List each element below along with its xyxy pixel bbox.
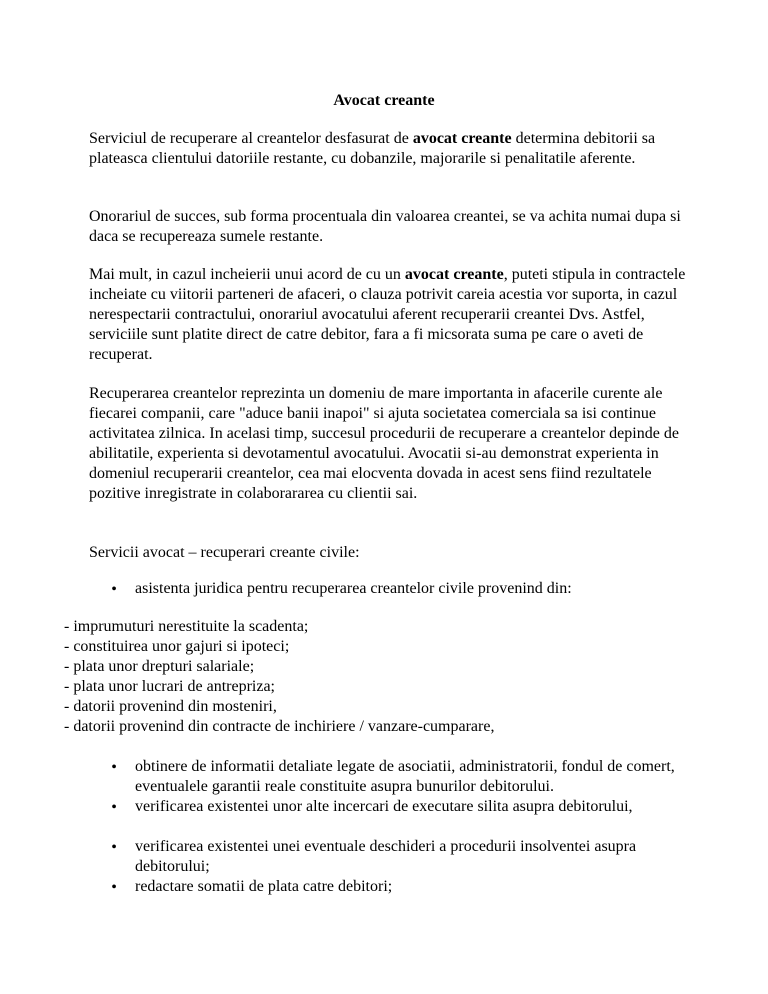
paragraph-agreement — [89, 265, 689, 365]
document-title: Avocat creante — [333, 92, 435, 109]
paragraph-importance: Recuperarea creantelor reprezinta un domeniu de mare importanta in afacerile curente ale fiecarei companii, care "aduce banii inapoi" si ajuta societatea comerciala sa isi continue activitatea zilnica. In acelasi timp, succesul procedurii de recuperare a creantelor depinde de abilitatile, experienta si devotamentul avocatului. Avocatii si-au demonstrat experienta in domeniul recuperarii creantelor, cea mai elocventa dovada in acest sens fiind rezultatele pozitive inregistrate in colaborararea cu clientii sai. — [89, 385, 679, 502]
paragraph-intro-keyword: avocat creante — [412, 130, 512, 147]
bullet-item-information: obtinere de informatii detaliate legate de asociatii, administratorii, fondul de comert, eventualele garantii reale constituite asupra bunurilor debitorului. — [135, 758, 675, 795]
bullet-item-insolvency-check: verificarea existentei unei eventuale deschideri a procedurii insolventei asupra debitorului; — [135, 838, 637, 875]
bullet-marker: • — [111, 581, 117, 598]
paragraph-intro-text-end: determina debitorii sa plateasca clientului datoriile restante, cu dobanzile, majorarile si penalitatile aferente. — [89, 130, 656, 167]
dash-list-item: - datorii provenind din contracte de inchiriere / vanzare-cumparare, — [64, 718, 495, 735]
dash-list-item: - imprumuturi nerestituite la scadenta; — [64, 618, 309, 635]
dash-list-item: - plata unor lucrari de antrepriza; — [64, 678, 275, 695]
bullet-item-enforcement-check: verificarea existentei unor alte incercari de executare silita asupra debitorului, — [135, 798, 633, 815]
paragraph-services-heading: Servicii avocat – recuperari creante civile: — [89, 544, 360, 561]
bullet-marker: • — [111, 759, 117, 776]
paragraph-intro — [89, 129, 689, 169]
paragraph-intro-text: Serviciul de recuperare al creantelor desfasurat de — [89, 130, 413, 147]
dash-list-item: - constituirea unor gajuri si ipoteci; — [64, 638, 290, 655]
paragraph-agreement-keyword: avocat creante — [404, 266, 504, 283]
dash-list-item: - plata unor drepturi salariale; — [64, 658, 255, 675]
bullet-marker: • — [111, 879, 117, 896]
bullet-marker: • — [111, 839, 117, 856]
dash-list — [64, 617, 724, 737]
dash-list-item: - datorii provenind din mosteniri, — [64, 698, 277, 715]
paragraph-agreement-text: Mai mult, in cazul incheierii unui acord de cu un — [89, 266, 405, 283]
bullet-item-payment-notice: redactare somatii de plata catre debitori; — [135, 878, 393, 895]
bullet-item-legal-assistance: asistenta juridica pentru recuperarea creantelor civile provenind din: — [135, 580, 572, 597]
paragraph-agreement-text-end: , puteti stipula in contractele incheiate cu viitorii parteneri de afaceri, o clauza potrivit careia acestia vor suporta, in cazul nerespectarii contractului, onorariul avocatului aferent recuperarii creantei Dvs. Astfel, serviciile sunt platite direct de catre debitor, fara a fi micsorata suma pe care o aveti de recuperat. — [89, 266, 686, 363]
bullet-marker: • — [111, 799, 117, 816]
paragraph-success-fee: Onorariul de succes, sub forma procentuala din valoarea creantei, se va achita numai dupa si daca se recupereaza sumele restante. — [89, 208, 681, 245]
